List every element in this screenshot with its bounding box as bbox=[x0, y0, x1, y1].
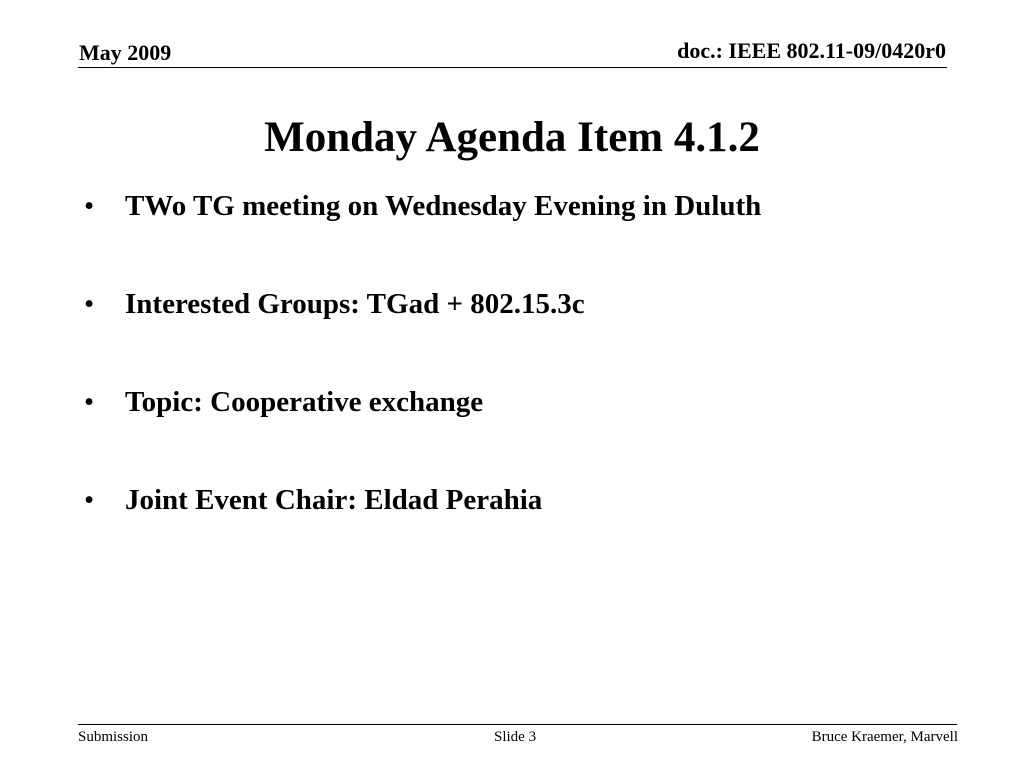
bullet-icon: • bbox=[84, 386, 95, 418]
bullet-list bbox=[84, 186, 964, 578]
bullet-icon: • bbox=[84, 288, 95, 320]
footer-author: Bruce Kraemer, Marvell bbox=[811, 729, 958, 745]
bullet-icon: • bbox=[84, 190, 95, 222]
bullet-text: TWo TG meeting on Wednesday Evening in Duluth bbox=[125, 190, 762, 222]
bullet-text: Joint Event Chair: Eldad Perahia bbox=[125, 484, 543, 516]
footer-submission: Submission bbox=[78, 729, 149, 745]
bullet-text: Interested Groups: TGad + 802.15.3c bbox=[125, 288, 585, 320]
footer-divider bbox=[78, 724, 957, 725]
bullet-item bbox=[84, 382, 964, 480]
footer-slide-number: Slide 3 bbox=[494, 729, 537, 745]
header-date: May 2009 bbox=[79, 40, 172, 65]
header-doc-id: doc.: IEEE 802.11-09/0420r0 bbox=[677, 38, 946, 63]
bullet-item bbox=[84, 186, 964, 284]
bullet-text: Topic: Cooperative exchange bbox=[125, 386, 484, 418]
bullet-item bbox=[84, 480, 964, 578]
header-divider bbox=[78, 67, 947, 68]
slide-title: Monday Agenda Item 4.1.2 bbox=[264, 114, 760, 161]
bullet-item bbox=[84, 284, 964, 382]
bullet-icon: • bbox=[84, 484, 95, 516]
